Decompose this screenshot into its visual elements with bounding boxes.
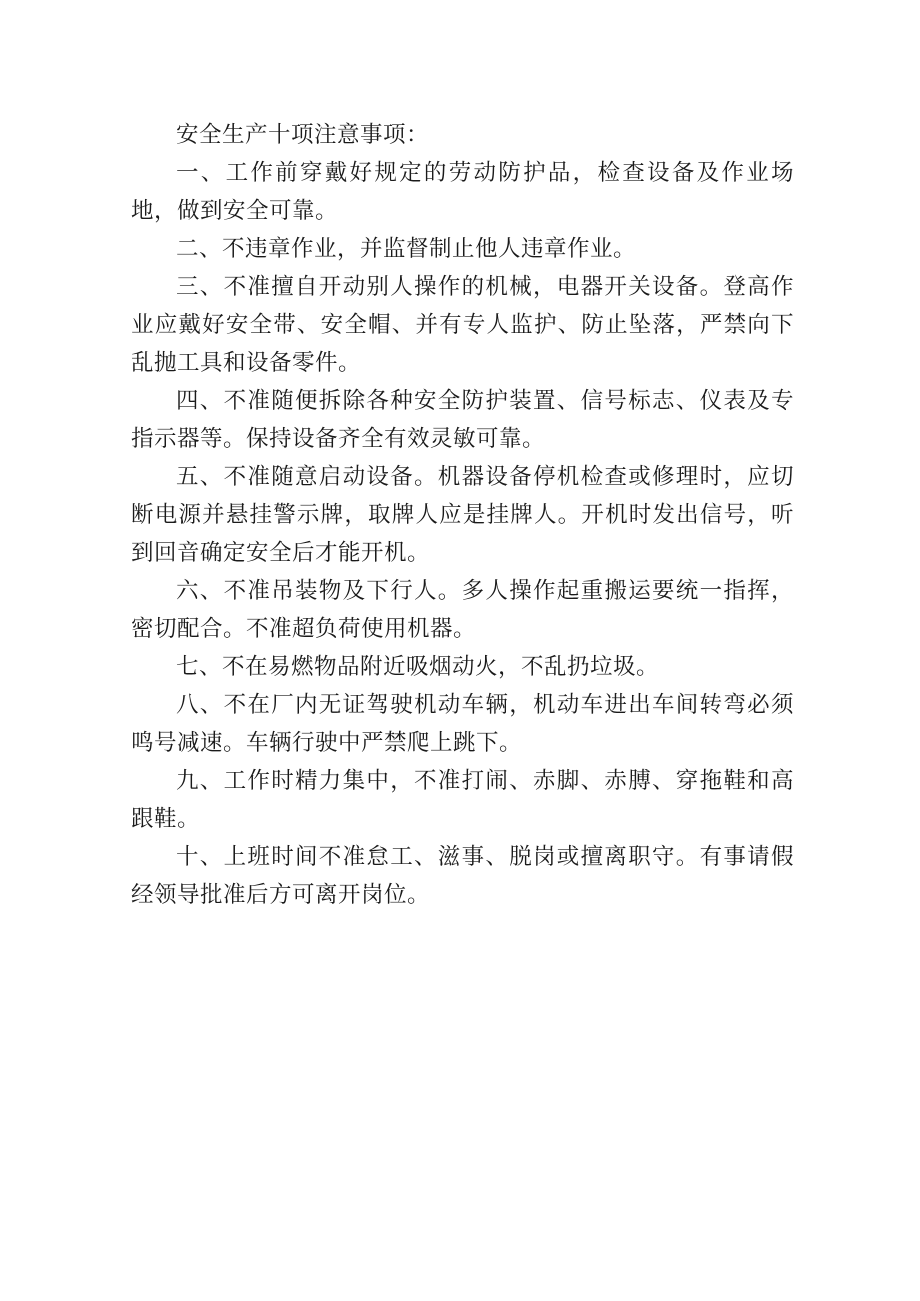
rule-item-1: 一、工作前穿戴好规定的劳动防护品，检查设备及作业场地，做到安全可靠。 [131, 160, 794, 224]
rule-item-8: 八、不在厂内无证驾驶机动车辆，机动车进出车间转弯必须鸣号减速。车辆行驶中严禁爬上跳下。 [131, 692, 794, 756]
rule-item-9: 九、工作时精力集中，不准打闹、赤脚、赤膊、穿拖鞋和高跟鞋。 [131, 768, 794, 832]
rule-item-3: 三、不准擅自开动别人操作的机械，电器开关设备。登高作业应戴好安全带、安全帽、并有专人监护、防止坠落，严禁向下乱抛工具和设备零件。 [131, 274, 794, 376]
document-body [131, 116, 794, 914]
rule-item-4: 四、不准随便拆除各种安全防护装置、信号标志、仪表及专指示器等。保持设备齐全有效灵敏可靠。 [131, 388, 794, 452]
rule-item-2: 二、不违章作业，并监督制止他人违章作业。 [176, 236, 637, 262]
rule-item-5: 五、不准随意启动设备。机器设备停机检查或修理时，应切断电源并悬挂警示牌，取牌人应是挂牌人。开机时发出信号，听到回音确定安全后才能开机。 [131, 464, 794, 566]
rule-item-6: 六、不准吊装物及下行人。多人操作起重搬运要统一指挥，密切配合。不准超负荷使用机器。 [131, 578, 794, 642]
document-heading: 安全生产十项注意事项： [176, 122, 430, 148]
rule-item-7: 七、不在易燃物品附近吸烟动火，不乱扔垃圾。 [176, 654, 660, 680]
rule-item-10: 十、上班时间不准怠工、滋事、脱岗或擅离职守。有事请假经领导批准后方可离开岗位。 [131, 844, 794, 908]
